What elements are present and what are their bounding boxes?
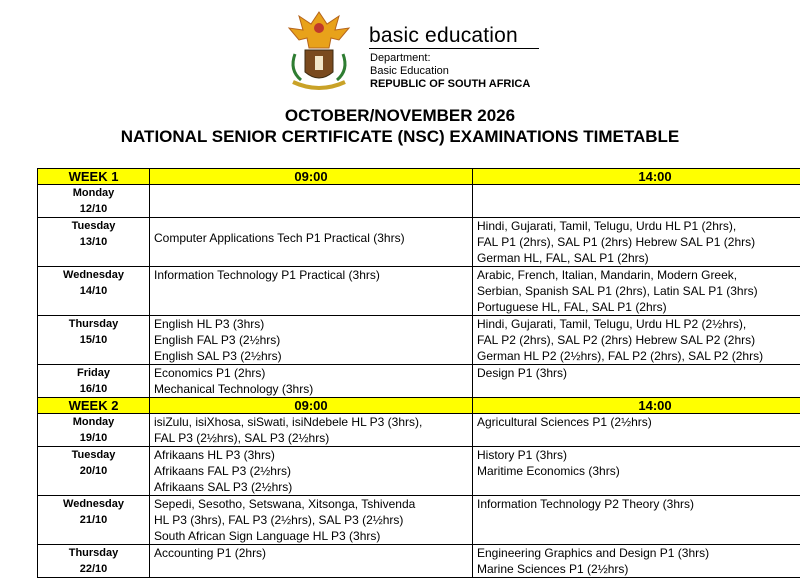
day-name: Friday [42,365,145,381]
am-cell [150,316,473,365]
pm-cell [473,218,800,267]
exam-entry: isiZulu, isiXhosa, siSwati, isiNdebele HL P3 (3hrs), [154,414,468,430]
pm-cell [473,267,800,316]
exam-entry: Afrikaans FAL P3 (2½hrs) [154,463,468,479]
day-date: 19/10 [42,430,145,446]
exam-entry: Serbian, Spanish SAL P1 (2hrs), Latin SAL P1 (3hrs) [477,283,800,299]
day-name: Thursday [42,545,145,561]
exam-entry: Marine Sciences P1 (2½hrs) [477,561,800,577]
coat-of-arms-icon [283,8,355,94]
department-label: Department: [370,52,530,65]
day-date: 13/10 [42,234,145,250]
table-row [38,447,800,496]
exam-entry: Hindi, Gujarati, Tamil, Telugu, Urdu HL P1 (2hrs), [477,218,800,234]
page-subtitle: NATIONAL SENIOR CERTIFICATE (NSC) EXAMINATIONS TIMETABLE [0,127,800,147]
exam-entry: Arabic, French, Italian, Mandarin, Modern Greek, [477,267,800,283]
department-name: Basic Education [370,65,530,78]
day-cell [38,316,150,365]
exam-entry: Design P1 (3hrs) [477,365,800,381]
pm-cell [473,414,800,447]
am-cell [150,414,473,447]
pm-cell [473,447,800,496]
table-row [38,545,800,578]
brand-divider [369,48,539,49]
day-date: 21/10 [42,512,145,528]
pm-cell [473,365,800,398]
exam-entry: Mechanical Technology (3hrs) [154,381,468,397]
day-name: Thursday [42,316,145,332]
day-date: 20/10 [42,463,145,479]
table-row [38,185,800,218]
day-name: Wednesday [42,496,145,512]
day-cell [38,185,150,218]
day-date: 22/10 [42,561,145,577]
session-time-pm: 14:00 [473,398,800,414]
am-cell [150,267,473,316]
pm-cell [473,316,800,365]
day-name: Wednesday [42,267,145,283]
exam-entry: English FAL P3 (2½hrs) [154,332,468,348]
exam-entry: Information Technology P2 Theory (3hrs) [477,496,800,512]
department-block [370,52,530,91]
exam-entry: FAL P3 (2½hrs), SAL P3 (2½hrs) [154,430,468,446]
exam-entry: English HL P3 (3hrs) [154,316,468,332]
exam-entry: History P1 (3hrs) [477,447,800,463]
exam-entry: Hindi, Gujarati, Tamil, Telugu, Urdu HL P2 (2½hrs), [477,316,800,332]
session-time-am: 09:00 [150,169,473,185]
exam-entry: Computer Applications Tech P1 Practical (3hrs) [154,230,468,246]
day-date: 14/10 [42,283,145,299]
exam-entry: Agricultural Sciences P1 (2½hrs) [477,414,800,430]
exam-entry: German HL, FAL, SAL P1 (2hrs) [477,250,800,266]
am-cell [150,496,473,545]
country-name: REPUBLIC OF SOUTH AFRICA [370,78,530,91]
am-cell [150,447,473,496]
table-row [38,218,800,267]
table-row [38,414,800,447]
pm-cell [473,545,800,578]
exam-entry: German HL P2 (2½hrs), FAL P2 (2hrs), SAL P2 (2hrs) [477,348,800,364]
day-cell [38,447,150,496]
session-time-pm: 14:00 [473,169,800,185]
pm-cell [473,496,800,545]
am-cell [150,365,473,398]
exam-entry: FAL P2 (2hrs), SAL P2 (2hrs) Hebrew SAL P2 (2hrs) [477,332,800,348]
exam-entry: South African Sign Language HL P3 (3hrs) [154,528,468,544]
exam-entry: HL P3 (3hrs), FAL P3 (2½hrs), SAL P3 (2½hrs) [154,512,468,528]
day-name: Tuesday [42,447,145,463]
day-cell [38,496,150,545]
table-row [38,496,800,545]
exam-entry: Sepedi, Sesotho, Setswana, Xitsonga, Tshivenda [154,496,468,512]
day-name: Monday [42,414,145,430]
exam-entry: Information Technology P1 Practical (3hrs) [154,267,468,283]
exam-entry: Afrikaans SAL P3 (2½hrs) [154,479,468,495]
am-cell [150,545,473,578]
table-row [38,267,800,316]
exam-entry: Economics P1 (2hrs) [154,365,468,381]
exam-entry: Maritime Economics (3hrs) [477,463,800,479]
exam-entry: Afrikaans HL P3 (3hrs) [154,447,468,463]
pm-cell [473,185,800,218]
day-name: Tuesday [42,218,145,234]
exam-entry: Portuguese HL, FAL, SAL P1 (2hrs) [477,299,800,315]
week-label: WEEK 2 [38,398,150,414]
week-header-row [38,398,800,414]
week-label: WEEK 1 [38,169,150,185]
week-header-row [38,169,800,185]
table-row [38,365,800,398]
table-row [38,316,800,365]
session-time-am: 09:00 [150,398,473,414]
day-cell [38,545,150,578]
day-name: Monday [42,185,145,201]
exam-entry: Accounting P1 (2hrs) [154,545,468,561]
day-date: 12/10 [42,201,145,217]
exam-entry: English SAL P3 (2½hrs) [154,348,468,364]
day-cell [38,414,150,447]
brand-name: basic education [369,24,518,48]
day-cell [38,365,150,398]
brand [369,24,518,48]
day-cell [38,218,150,267]
exam-entry: Engineering Graphics and Design P1 (3hrs) [477,545,800,561]
header [0,0,800,100]
day-date: 15/10 [42,332,145,348]
am-cell [150,185,473,218]
day-date: 16/10 [42,381,145,397]
am-cell [150,218,473,267]
day-cell [38,267,150,316]
page-title: OCTOBER/NOVEMBER 2026 [0,106,800,126]
timetable [37,168,800,578]
exam-entry: FAL P1 (2hrs), SAL P1 (2hrs) Hebrew SAL P1 (2hrs) [477,234,800,250]
